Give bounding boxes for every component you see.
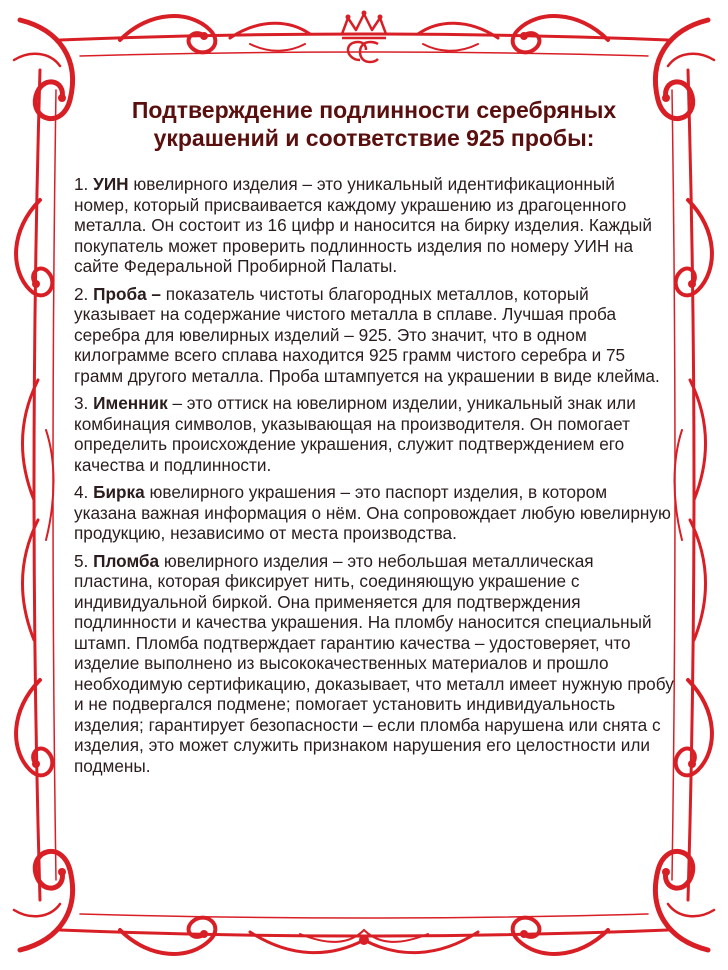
item-term: Пломба xyxy=(93,550,160,571)
item-uin xyxy=(74,174,674,277)
item-imennik xyxy=(74,393,674,475)
crown-oc-monogram-icon xyxy=(330,10,398,72)
item-text: ювелирного изделия – это небольшая металлическая пластина, которая фиксирует нить, соединяющую украшение с индивидуальной биркой. Она применяется для подтверждения подлинности и качества украшения. На пломбу наносится специальный штамп. Пломба подтверждает гарантию качества – удостоверяет, что изделие выполнено из высококачественных материалов и прошло необходимую сертификацию, доказывает, что металл имеет нужную пробу и не подвергался подмене; помогает установить индивидуальность изделия; гарантирует безопасности – если пломба нарушена или снята с изделия, это может служить признаком нарушения его целостности или подмены. xyxy=(74,550,674,776)
title-line-1: Подтверждение подлинности серебряных xyxy=(131,97,617,123)
item-term: Проба – xyxy=(93,283,161,304)
item-number: 4. xyxy=(74,482,89,502)
document-body xyxy=(74,96,674,783)
title-line-2: украшений и соответствие 925 пробы: xyxy=(153,125,595,151)
item-text: ювелирного изделия – это уникальный идентификационный номер, который присваивается каждому украшению из драгоценного металла. Он состоит из 16 цифр и наносится на бирку изделия. Каждый покупатель может проверить подлинность изделия по номеру УИН на сайте Федеральной Пробирной Палаты. xyxy=(74,174,652,276)
item-text: ювелирного украшения – это паспорт изделия, в котором указана важная информация о нём. Она сопровождает любую ювелирную продукцию, независимо от места производства. xyxy=(74,482,671,543)
item-plomba xyxy=(74,551,674,777)
item-proba xyxy=(74,284,674,387)
item-number: 1. xyxy=(74,174,89,194)
item-number: 5. xyxy=(74,550,89,571)
item-term: Бирка xyxy=(93,482,145,502)
document-title xyxy=(104,96,644,152)
item-term: УИН xyxy=(93,174,129,194)
item-text: показатель чистоты благородных металлов, который указывает на содержание чистого металла в сплаве. Лучшая проба серебра для ювелирных изделий – 925. Это значит, что в одном килограмме всего сплава находится 925 грамм чистого серебра и 75 грамм другого металла. Проба штампуется на украшении в виде клейма. xyxy=(74,283,660,386)
item-number: 3. xyxy=(74,393,89,413)
item-birka xyxy=(74,482,674,544)
item-term: Именник xyxy=(93,393,168,413)
item-text: – это оттиск на ювелирном изделии, уникальный знак или комбинация символов, указывающая на производителя. Он помогает определить происхождение украшения, служит подтверждением его качества и подлинности. xyxy=(74,393,636,475)
item-number: 2. xyxy=(74,283,89,304)
